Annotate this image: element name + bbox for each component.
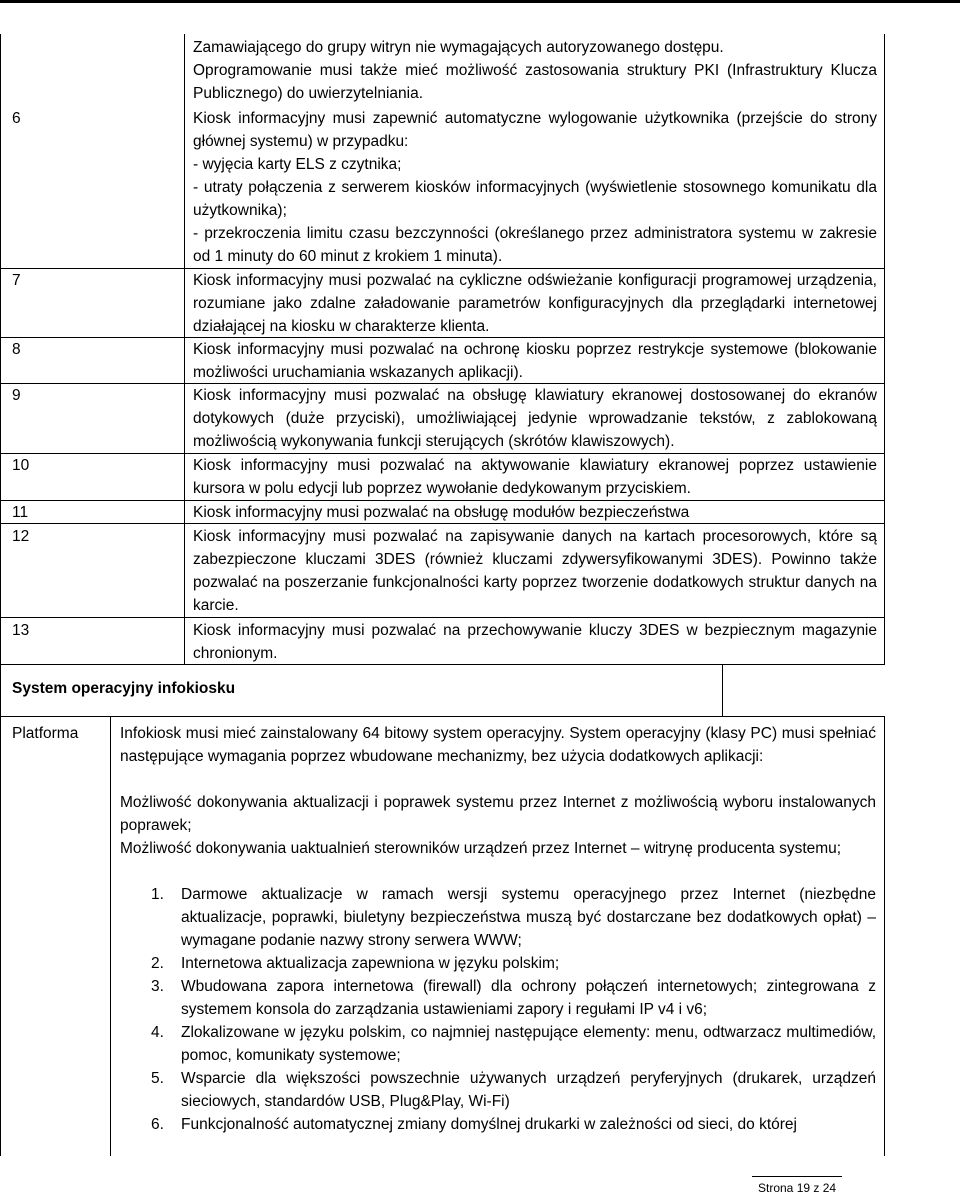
section-left-border	[0, 664, 1, 716]
footer-rule	[752, 1176, 842, 1177]
list-item	[151, 1021, 876, 1067]
list-number: 1.	[151, 886, 164, 903]
list-item	[151, 975, 876, 1021]
list-item-text: Wbudowana zapora internetowa (firewall) dla ochrony połączeń internetowych; zintegrowana z systemem konsola do zarządzania ustawieniami zapory i regułami IP v4 i v6;	[181, 978, 876, 1018]
list-item-text: Funkcjonalność automatycznej zmiany domyślnej drukarki w zależności od sieci, do której	[181, 1116, 797, 1133]
list-item	[151, 1113, 876, 1136]
list-number: 5.	[151, 1070, 164, 1087]
continuation-line: Zamawiającego do grupy witryn nie wymagających autoryzowanego dostępu.	[193, 39, 724, 56]
list-number: 6.	[151, 1116, 164, 1133]
row-number: 13	[12, 622, 30, 639]
top-rule	[0, 0, 960, 3]
table2-column-divider	[110, 716, 111, 1156]
row-13-text: Kiosk informacyjny musi pozwalać na przechowywanie kluczy 3DES w bezpiecznym magazynie chronionym.	[193, 622, 877, 662]
list-item	[151, 883, 876, 952]
section-right-border	[722, 664, 723, 716]
table1-left-border	[0, 34, 1, 664]
list-number: 2.	[151, 955, 164, 972]
list-item-text: Wsparcie dla większości powszechnie używanych urządzeń peryferyjnych (drukarek, urządzeń sieciowych, standardów USB, Plug&Play, Wi-Fi)	[181, 1070, 876, 1110]
row-9-text: Kiosk informacyjny musi pozwalać na obsługę klawiatury ekranowej dostosowanej do ekranów dotykowych (duże przyciski), umożliwiającej jedynie wprowadzanie tekstów, z zablokowaną możliwością wykonywania funkcji sterujących (skrótów klawiszowych).	[193, 387, 877, 450]
continuation-paragraph: Oprogramowanie musi także mieć możliwość zastosowania struktury PKI (Infrastruktury Klucza Publicznego) do uwierzytelniania.	[193, 62, 877, 102]
row-6-intro: Kiosk informacyjny musi zapewnić automatyczne wylogowanie użytkownika (przejście do strony głównej systemu) w przypadku:	[193, 110, 877, 150]
row-number: 10	[12, 457, 30, 474]
row-6-item: - utraty połączenia z serwerem kiosków informacyjnych (wyświetlenie stosownego komunikatu dla użytkownika);	[193, 179, 877, 219]
row-8-text: Kiosk informacyjny musi pozwalać na ochronę kiosku poprzez restrykcje systemowe (blokowanie możliwości uruchamiania wskazanych aplikacji).	[193, 341, 877, 381]
list-item-text: Zlokalizowane w języku polskim, co najmniej następujące elementy: menu, odtwarzacz multimediów, pomoc, komunikaty systemowe;	[181, 1024, 876, 1064]
row-6-item: - przekroczenia limitu czasu bezczynności (określanego przez administratora systemu w zakresie od 1 minuty do 60 minut z krokiem 1 minuta).	[193, 225, 877, 265]
row-10-text: Kiosk informacyjny musi pozwalać na aktywowanie klawiatury ekranowej poprzez ustawienie kursora w polu edycji lub poprzez wywołanie dedykowanym przyciskiem.	[193, 457, 877, 497]
row-number: 6	[12, 110, 21, 127]
table1-column-divider	[184, 34, 185, 664]
list-item-text: Darmowe aktualizacje w ramach wersji systemu operacyjnego przez Internet (niezbędne aktualizacje, poprawki, biuletyny bezpieczeństwa muszą być dostarczane bez dodatkowych opłat) – wymagane podanie nazwy strony serwera WWW;	[181, 886, 876, 949]
section-title: System operacyjny infokiosku	[12, 680, 236, 697]
platform-paragraph: Możliwość dokonywania uaktualnień sterowników urządzeń przez Internet – witrynę producenta systemu;	[120, 840, 842, 857]
table2-right-border	[884, 716, 885, 1156]
list-item	[151, 952, 876, 975]
row-number: 8	[12, 341, 21, 358]
row-7-text: Kiosk informacyjny musi pozwalać na cykliczne odświeżanie konfiguracji programowej urządzenia, rozumiane jako zdalne załadowanie parametrów konfiguracyjnych dla przeglądarki internetowej działającej na kiosku w charakterze klienta.	[193, 272, 877, 335]
row-number: 12	[12, 528, 30, 545]
platform-intro: Infokiosk musi mieć zainstalowany 64 bitowy system operacyjny. System operacyjny (klasy PC) musi spełniać następujące wymagania poprzez wbudowane mechanizmy, bez użycia dodatkowych aplikacji:	[120, 725, 876, 765]
row-11-text: Kiosk informacyjny musi pozwalać na obsługę modułów bezpieczeństwa	[193, 504, 690, 521]
table1-right-border	[884, 34, 885, 664]
requirements-list	[151, 883, 876, 1136]
row-number: 11	[12, 504, 29, 521]
platform-paragraph: Możliwość dokonywania aktualizacji i poprawek systemu przez Internet z możliwością wyboru instalowanych poprawek;	[120, 794, 876, 834]
row-number: 9	[12, 387, 21, 404]
list-number: 3.	[151, 978, 164, 995]
table2-left-border	[0, 716, 1, 1156]
page-number: Strona 19 z 24	[758, 1181, 837, 1195]
platform-label: Platforma	[12, 725, 79, 742]
table2-top-border	[110, 716, 885, 717]
list-number: 4.	[151, 1024, 164, 1041]
table1-row-divider	[0, 617, 885, 618]
list-item	[151, 1067, 876, 1113]
list-item-text: Internetowa aktualizacja zapewniona w języku polskim;	[181, 955, 560, 972]
row-12-text: Kiosk informacyjny musi pozwalać na zapisywanie danych na kartach procesorowych, które są zabezpieczone kluczami 3DES (również kluczami zdywersyfikowanymi 3DES). Powinno także pozwalać na poszerzanie funkcjonalności karty poprzez tworzenie dodatkowych struktur danych na karcie.	[193, 528, 877, 614]
row-number: 7	[12, 272, 21, 289]
row-6-item: - wyjęcia karty ELS z czytnika;	[193, 156, 402, 173]
